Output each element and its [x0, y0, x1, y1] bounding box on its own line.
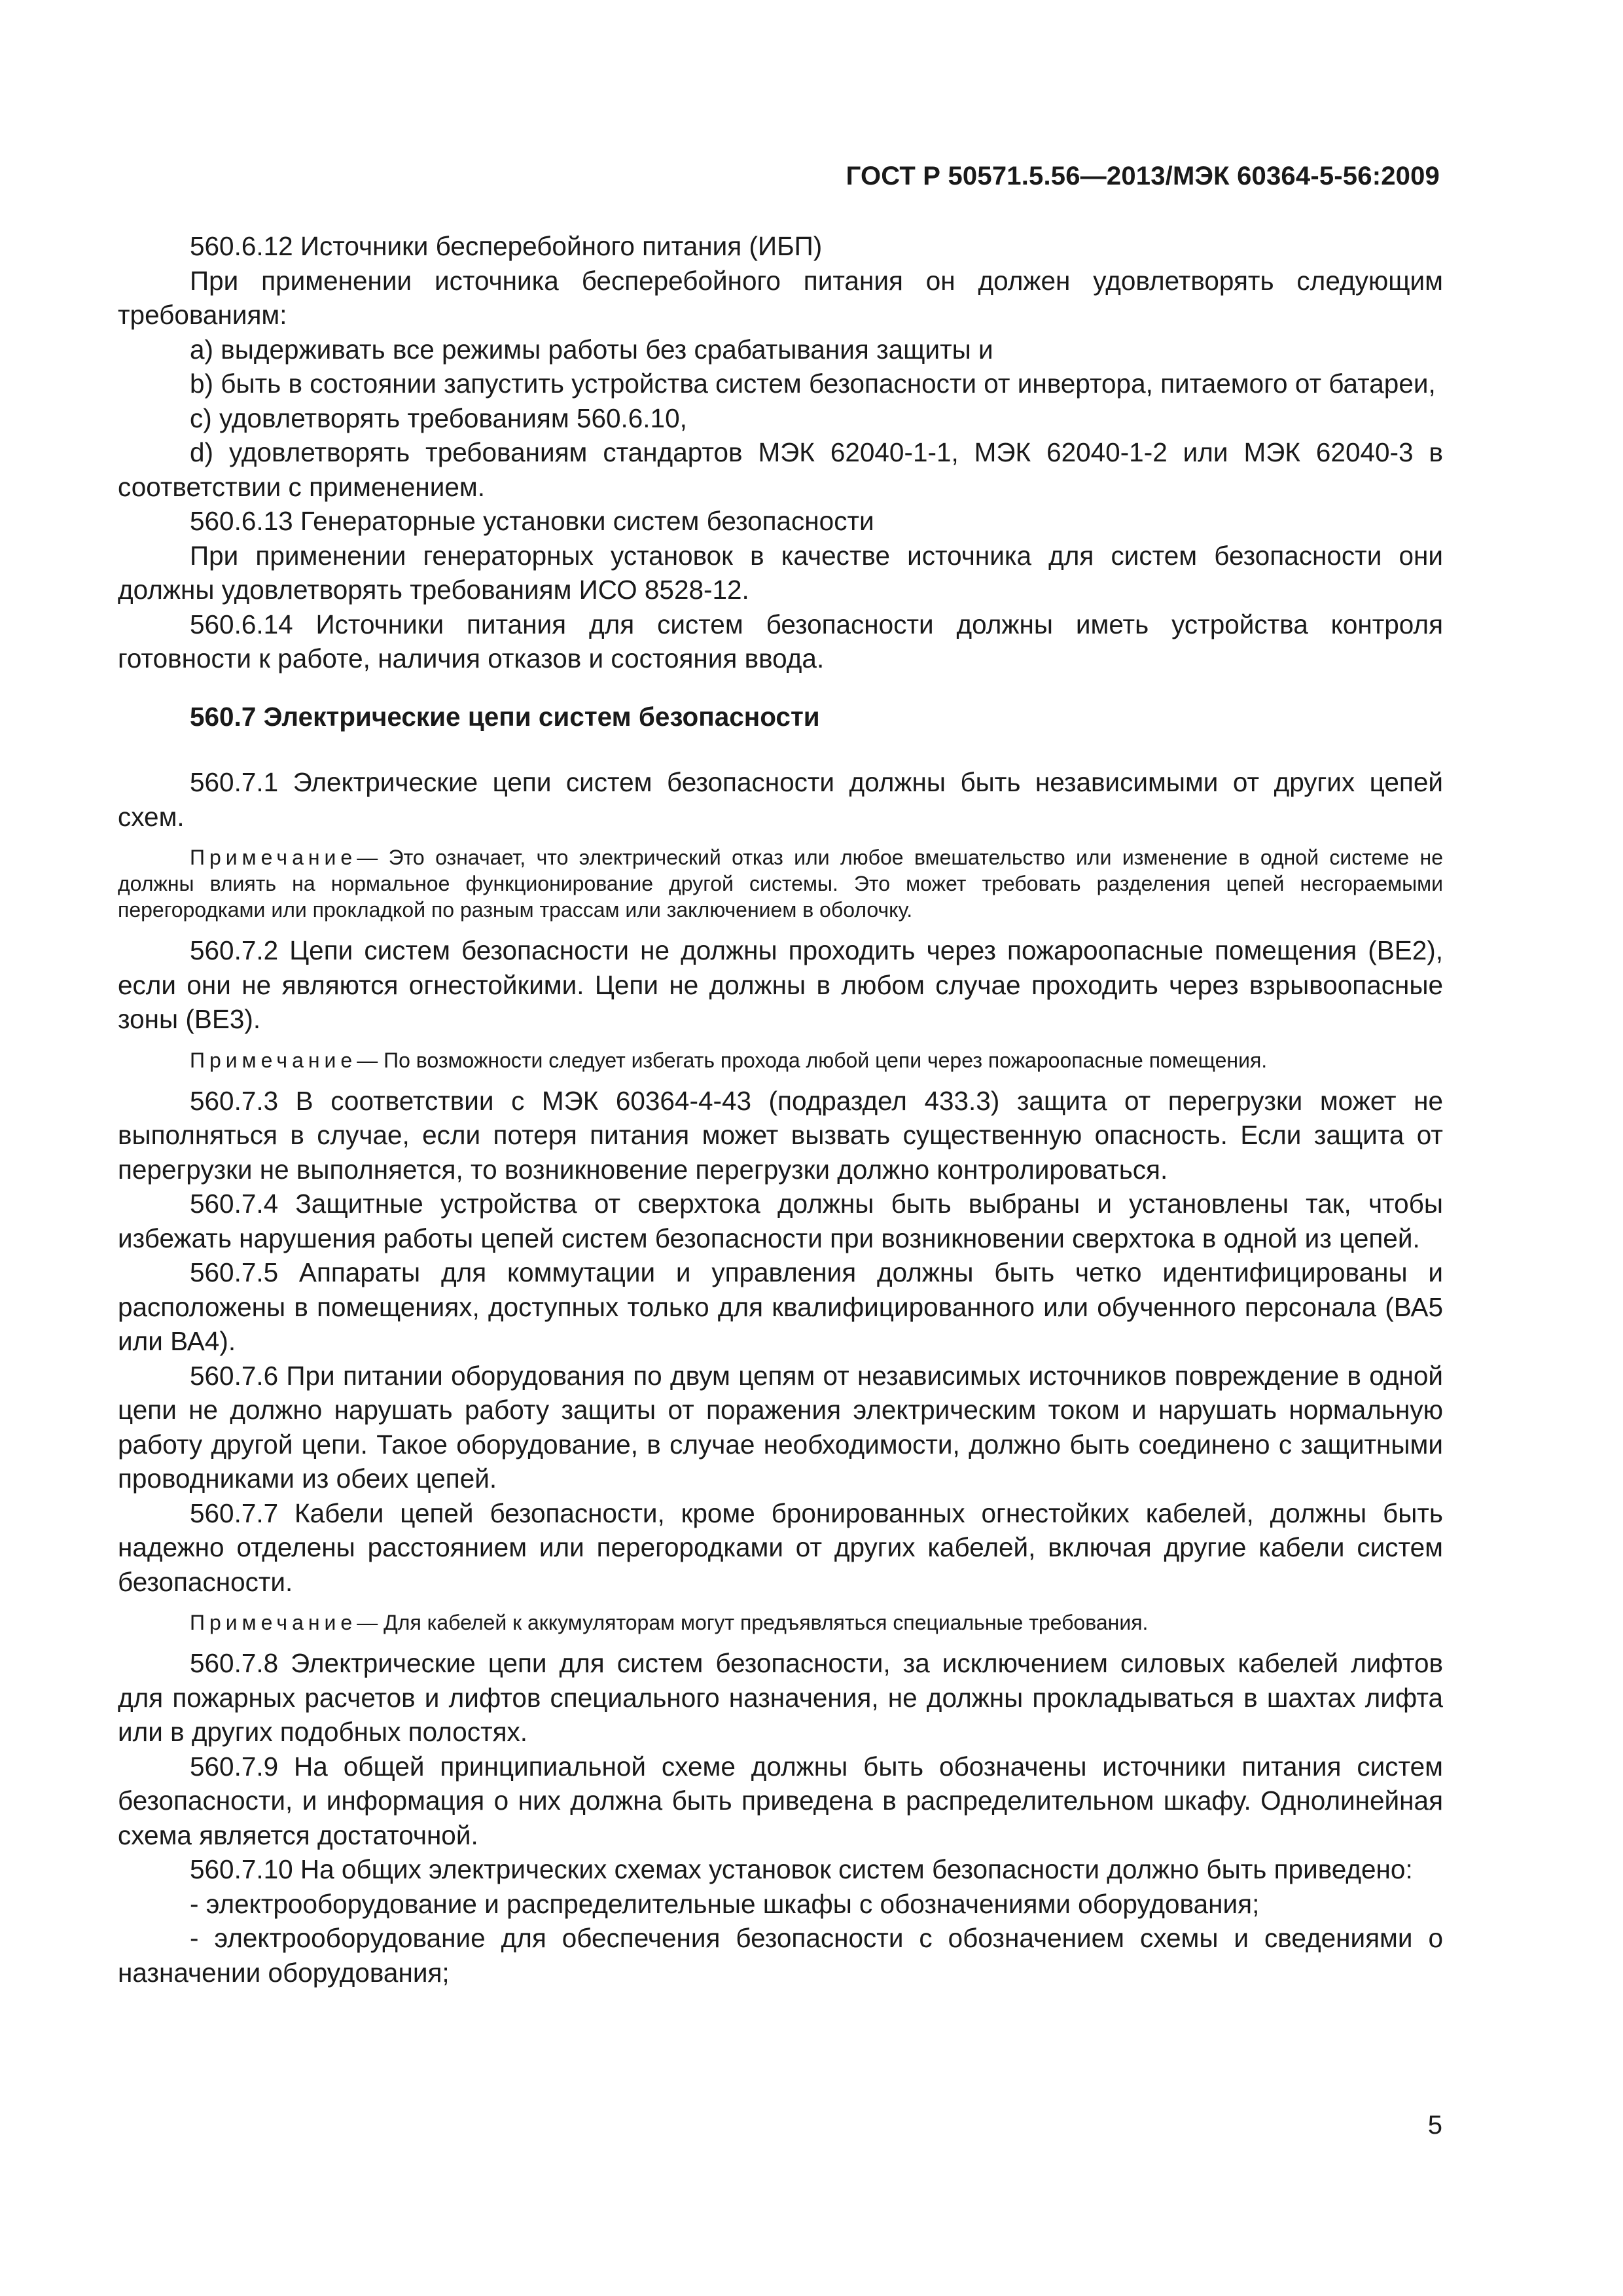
note-label: Примечание	[190, 1611, 357, 1634]
clause-560-7-5: 560.7.5 Аппараты для коммутации и управления должны быть четко идентифицированы и расположены в помещениях, доступных только для квалифицированного или обученного персонала (ВА5 или ВА4).	[118, 1257, 1443, 1356]
clause-560-7-3: 560.7.3 В соответствии с МЭК 60364-4-43 (подраздел 433.3) защита от перегрузки может не выполняться в случае, если потеря питания может вызвать существенную опасность. Если защита от перегрузки не выполняется, то возникновение перегрузки должно контролироваться.	[118, 1085, 1443, 1185]
note-3-text: — Для кабелей к аккумуляторам могут предъявляться специальные требования.	[357, 1611, 1149, 1634]
clause-560-7-10: 560.7.10 На общих электрических схемах установок систем безопасности должно быть приведено:	[190, 1854, 1413, 1884]
clause-560-7-4: 560.7.4 Защитные устройства от сверхтока должны быть выбраны и установлены так, чтобы избежать нарушения работы цепей систем безопасности при возникновении сверхтока в одной из цепей.	[118, 1189, 1443, 1253]
clause-560-7-10-item-2: - электрооборудование для обеспечения безопасности с обозначением схемы и сведениями о назначении оборудования;	[118, 1923, 1443, 1988]
clause-560-7-10-item-1: - электрооборудование и распределительные шкафы с обозначениями оборудования;	[190, 1888, 1260, 1919]
clause-560-6-12-item-a: a) выдерживать все режимы работы без срабатывания защиты и	[190, 334, 993, 365]
note-2	[118, 1047, 1443, 1073]
note-1-text: — Это означает, что электрический отказ или любое вмешательство или изменение в одной системе не должны влиять на нормальное функционирование другой системы. Это может требовать разделения цепей несгораемыми перегородками или прокладкой по разным трассам или заключением в оболочку.	[118, 846, 1443, 922]
page-number: 5	[1427, 2111, 1442, 2140]
document-body	[118, 229, 1443, 1990]
note-2-text: — По возможности следует избегать прохода любой цепи через пожароопасные помещения.	[357, 1048, 1268, 1072]
note-label: Примечание	[190, 1048, 357, 1072]
note-3	[118, 1609, 1443, 1636]
clause-560-6-14: 560.6.14 Источники питания для систем безопасности должны иметь устройства контроля готовности к работе, наличия отказов и состояния ввода.	[118, 609, 1443, 673]
page-header: ГОСТ Р 50571.5.56—2013/МЭК 60364-5-56:2009	[846, 162, 1440, 190]
section-heading-560-7: 560.7 Электрические цепи систем безопасности	[190, 701, 820, 732]
clause-560-7-7: 560.7.7 Кабели цепей безопасности, кроме бронированных огнестойких кабелей, должны быть надежно отделены расстоянием или перегородками от других кабелей, включая другие кабели систем безопасности.	[118, 1498, 1443, 1597]
note-1	[118, 844, 1443, 923]
clause-560-6-12-item-b: b) быть в состоянии запустить устройства систем безопасности от инвертора, питаемого от батареи,	[190, 368, 1436, 399]
clause-560-7-6: 560.7.6 При питании оборудования по двум цепям от независимых источников повреждение в одной цепи не должно нарушать работу защиты от поражения электрическим током и нарушать нормальную работу другой цепи. Такое оборудование, в случае необходимости, должно быть соединено с защитными проводниками из обеих цепей.	[118, 1360, 1443, 1494]
note-label: Примечание	[190, 846, 357, 869]
clause-560-6-12-item-c: c) удовлетворять требованиям 560.6.10,	[190, 403, 687, 433]
clause-560-7-1: 560.7.1 Электрические цепи систем безопасности должны быть независимыми от других цепей схем.	[118, 767, 1443, 832]
clause-560-6-13-text: При применении генераторных установок в качестве источника для систем безопасности они должны удовлетворять требованиям ИСО 8528-12.	[118, 540, 1443, 605]
clause-560-7-2: 560.7.2 Цепи систем безопасности не должны проходить через пожароопасные помещения (ВЕ2), если они не являются огнестойкими. Цепи не должны в любом случае проходить через взрывоопасные зоны (ВЕ3).	[118, 935, 1443, 1034]
clause-560-6-13-title: 560.6.13 Генераторные установки систем безопасности	[190, 506, 874, 536]
clause-560-6-12-item-d: d) удовлетворять требованиям стандартов МЭК 62040-1-1, МЭК 62040-1-2 или МЭК 62040-3 в соответствии с применением.	[118, 437, 1443, 502]
clause-560-7-8: 560.7.8 Электрические цепи для систем безопасности, за исключением силовых кабелей лифтов для пожарных расчетов и лифтов специального назначения, не должны прокладываться в шахтах лифта или в других подобных полостях.	[118, 1648, 1443, 1747]
clause-560-7-9: 560.7.9 На общей принципиальной схеме должны быть обозначены источники питания систем безопасности, и информация о них должна быть приведена в распределительном шкафу. Однолинейная схема является достаточной.	[118, 1751, 1443, 1850]
clause-560-6-12-intro: При применении источника бесперебойного питания он должен удовлетворять следующим требованиям:	[118, 265, 1443, 330]
clause-560-6-12-title: 560.6.12 Источники бесперебойного питания (ИБП)	[190, 231, 823, 261]
